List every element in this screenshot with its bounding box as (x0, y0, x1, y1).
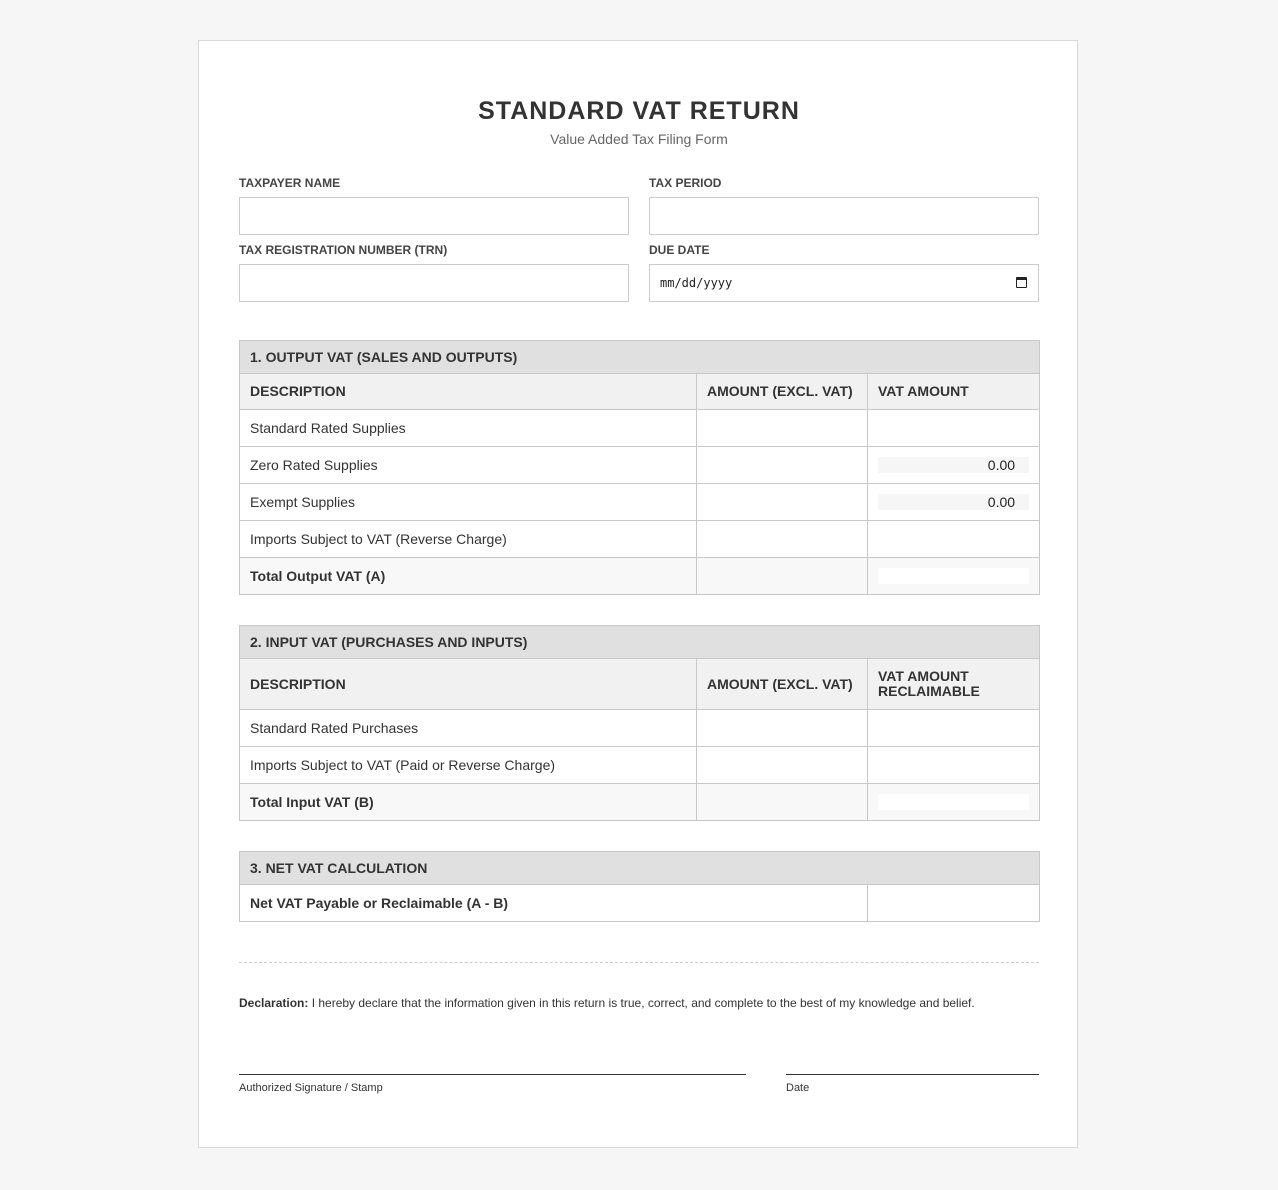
col-description: DESCRIPTION (240, 374, 697, 410)
amount-input[interactable] (697, 447, 868, 484)
col-vat-amount: VAT AMOUNT (868, 374, 1040, 410)
table-row (240, 410, 1040, 447)
table-row (240, 710, 1040, 747)
form-page (198, 40, 1078, 1148)
table-row (240, 484, 1040, 521)
total-amount-cell (697, 784, 868, 821)
row-description: Exempt Supplies (240, 484, 697, 521)
due-date-input[interactable] (649, 264, 1039, 302)
trn-field (239, 243, 629, 302)
col-vat-reclaimable: VAT AMOUNT RECLAIMABLE (868, 659, 1040, 710)
amount-input[interactable] (697, 521, 868, 558)
amount-input[interactable] (697, 484, 868, 521)
due-date-label: DUE DATE (649, 243, 710, 257)
form-title: STANDARD VAT RETURN (478, 97, 800, 125)
vat-readonly-value: 0.00 (878, 457, 1029, 473)
date-label: Date (786, 1082, 810, 1094)
net-vat-value (868, 885, 1040, 922)
total-row (240, 784, 1040, 821)
calendar-icon[interactable] (1016, 277, 1027, 288)
vat-input[interactable] (868, 710, 1040, 747)
declaration-lead: Declaration: (239, 996, 309, 1010)
taxpayer-name-label: TAXPAYER NAME (239, 176, 341, 190)
amount-input[interactable] (697, 747, 868, 784)
vat-cell (868, 447, 1040, 484)
due-date-placeholder: mm/dd/yyyy (660, 276, 733, 290)
amount-input[interactable] (697, 410, 868, 447)
row-description: Zero Rated Supplies (240, 447, 697, 484)
col-amount: AMOUNT (EXCL. VAT) (697, 374, 868, 410)
total-output-value (878, 568, 1029, 584)
net-vat-heading: 3. NET VAT CALCULATION (240, 852, 1040, 885)
total-vat-cell (868, 784, 1040, 821)
signature-line (239, 1074, 746, 1075)
input-vat-heading: 2. INPUT VAT (PURCHASES AND INPUTS) (240, 626, 1040, 659)
trn-input[interactable] (239, 264, 629, 302)
table-row (240, 747, 1040, 784)
total-input-value (878, 794, 1029, 810)
signature-label: Authorized Signature / Stamp (239, 1082, 383, 1094)
vat-cell (868, 484, 1040, 521)
net-vat-label: Net VAT Payable or Reclaimable (A - B) (240, 885, 868, 922)
tax-period-field (649, 176, 1039, 235)
total-output-label: Total Output VAT (A) (240, 558, 697, 595)
total-vat-cell (868, 558, 1040, 595)
row-description: Standard Rated Supplies (240, 410, 697, 447)
total-input-label: Total Input VAT (B) (240, 784, 697, 821)
row-description: Imports Subject to VAT (Reverse Charge) (240, 521, 697, 558)
col-amount: AMOUNT (EXCL. VAT) (697, 659, 868, 710)
vat-readonly-value: 0.00 (878, 494, 1029, 510)
row-description: Standard Rated Purchases (240, 710, 697, 747)
vat-input[interactable] (868, 521, 1040, 558)
table-row (240, 447, 1040, 484)
amount-input[interactable] (697, 710, 868, 747)
tax-period-input[interactable] (649, 197, 1039, 235)
form-subtitle: Value Added Tax Filing Form (550, 131, 728, 147)
col-description: DESCRIPTION (240, 659, 697, 710)
net-vat-row (240, 885, 1040, 922)
section-divider (239, 962, 1039, 963)
row-description: Imports Subject to VAT (Paid or Reverse Charge) (240, 747, 697, 784)
declaration-text: I hereby declare that the information given in this return is true, correct, and complete to the best of my knowledge and belief. (308, 996, 975, 1010)
taxpayer-name-field (239, 176, 629, 235)
total-amount-cell (697, 558, 868, 595)
net-vat-table (239, 851, 1040, 922)
trn-label: TAX REGISTRATION NUMBER (TRN) (239, 243, 448, 257)
table-row (240, 521, 1040, 558)
input-vat-table (239, 625, 1040, 821)
tax-period-label: TAX PERIOD (649, 176, 722, 190)
date-line (786, 1074, 1039, 1075)
taxpayer-name-input[interactable] (239, 197, 629, 235)
vat-input[interactable] (868, 747, 1040, 784)
due-date-field (649, 243, 1039, 302)
total-row (240, 558, 1040, 595)
declaration (239, 996, 1039, 1010)
output-vat-table (239, 340, 1040, 595)
output-vat-heading: 1. OUTPUT VAT (SALES AND OUTPUTS) (240, 341, 1040, 374)
vat-input[interactable] (868, 410, 1040, 447)
